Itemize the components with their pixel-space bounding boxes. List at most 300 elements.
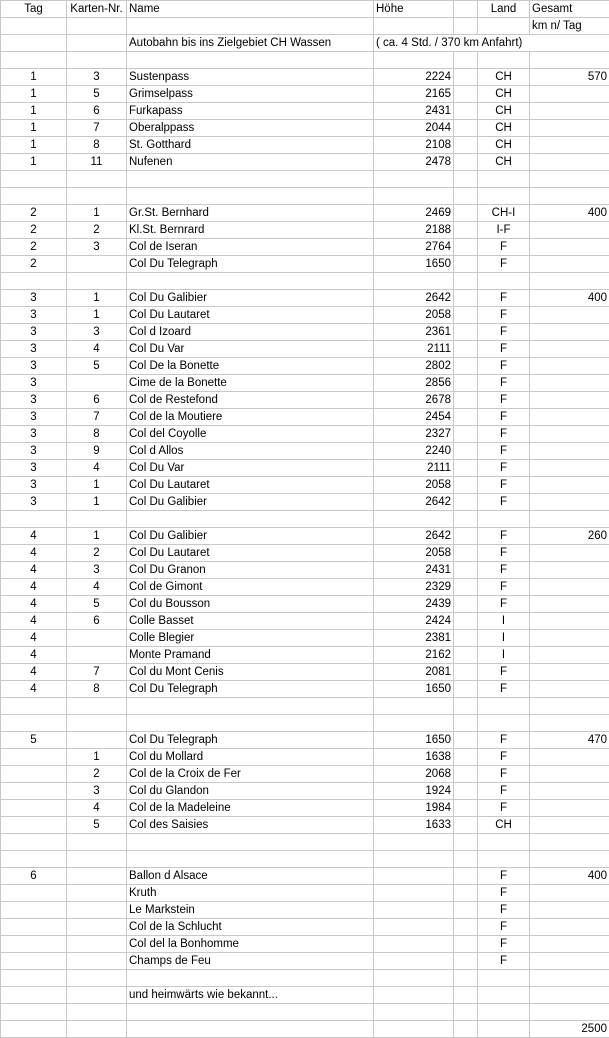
hoehe-cell[interactable] <box>374 936 454 953</box>
empty-cell[interactable] <box>454 630 478 647</box>
empty-cell[interactable] <box>454 307 478 324</box>
tag-cell[interactable] <box>1 273 67 290</box>
karten-nr-cell[interactable] <box>67 630 127 647</box>
tag-cell[interactable]: 3 <box>1 358 67 375</box>
karten-nr-cell[interactable]: 5 <box>67 86 127 103</box>
tag-cell[interactable] <box>1 1004 67 1021</box>
karten-nr-cell[interactable] <box>67 715 127 732</box>
land-cell[interactable] <box>478 715 530 732</box>
gesamt-cell[interactable] <box>530 596 609 613</box>
gesamt-cell[interactable]: 470 <box>530 732 609 749</box>
hoehe-cell[interactable]: 2802 <box>374 358 454 375</box>
hoehe-cell[interactable]: 2361 <box>374 324 454 341</box>
hoehe-cell[interactable]: 2188 <box>374 222 454 239</box>
karten-nr-cell[interactable]: 3 <box>67 783 127 800</box>
hoehe-cell[interactable] <box>374 1004 454 1021</box>
gesamt-cell[interactable] <box>530 970 609 987</box>
name-cell[interactable]: Col Du Galibier <box>127 528 374 545</box>
karten-nr-cell[interactable]: 4 <box>67 341 127 358</box>
name-cell[interactable]: Colle Basset <box>127 613 374 630</box>
land-cell[interactable]: F <box>478 290 530 307</box>
land-cell[interactable]: F <box>478 477 530 494</box>
empty-cell[interactable] <box>454 205 478 222</box>
karten-nr-cell[interactable] <box>67 375 127 392</box>
name-cell[interactable]: Col del Coyolle <box>127 426 374 443</box>
empty-cell[interactable] <box>454 171 478 188</box>
hoehe-cell[interactable]: 2327 <box>374 426 454 443</box>
tag-cell[interactable] <box>1 885 67 902</box>
hoehe-cell[interactable] <box>374 52 454 69</box>
gesamt-cell[interactable] <box>530 613 609 630</box>
tag-cell[interactable] <box>1 800 67 817</box>
tag-cell[interactable] <box>1 987 67 1004</box>
land-cell[interactable]: I <box>478 613 530 630</box>
name-cell[interactable]: Le Markstein <box>127 902 374 919</box>
empty-cell[interactable] <box>454 834 478 851</box>
karten-nr-cell[interactable] <box>67 885 127 902</box>
empty-cell[interactable] <box>454 749 478 766</box>
gesamt-cell[interactable] <box>530 936 609 953</box>
hoehe-cell[interactable]: 2111 <box>374 341 454 358</box>
cell[interactable] <box>374 18 454 35</box>
land-cell[interactable]: F <box>478 392 530 409</box>
tag-cell[interactable] <box>1 783 67 800</box>
karten-nr-cell[interactable]: 3 <box>67 562 127 579</box>
empty-cell[interactable] <box>454 715 478 732</box>
name-cell[interactable] <box>127 851 374 868</box>
hoehe-cell[interactable] <box>374 851 454 868</box>
name-cell[interactable]: Col des Saisies <box>127 817 374 834</box>
gesamt-cell[interactable] <box>530 409 609 426</box>
karten-nr-cell[interactable]: 7 <box>67 409 127 426</box>
hoehe-cell[interactable]: 2642 <box>374 494 454 511</box>
tag-cell[interactable]: 4 <box>1 579 67 596</box>
tag-cell[interactable]: 3 <box>1 375 67 392</box>
empty-cell[interactable] <box>454 443 478 460</box>
header-gesamt-unit[interactable]: km n/ Tag <box>530 18 609 35</box>
name-cell[interactable] <box>127 970 374 987</box>
hoehe-cell[interactable] <box>374 273 454 290</box>
name-cell[interactable]: Col Du Telegraph <box>127 681 374 698</box>
hoehe-cell[interactable]: 2058 <box>374 477 454 494</box>
land-cell[interactable]: F <box>478 596 530 613</box>
name-cell[interactable]: Col de Restefond <box>127 392 374 409</box>
empty-cell[interactable] <box>454 953 478 970</box>
land-cell[interactable]: F <box>478 358 530 375</box>
karten-nr-cell[interactable] <box>67 273 127 290</box>
name-cell[interactable] <box>127 511 374 528</box>
empty-cell[interactable] <box>454 868 478 885</box>
karten-nr-cell[interactable] <box>67 851 127 868</box>
hoehe-cell[interactable] <box>374 970 454 987</box>
land-cell[interactable]: F <box>478 766 530 783</box>
karten-nr-cell[interactable]: 2 <box>67 222 127 239</box>
land-cell[interactable] <box>478 698 530 715</box>
hoehe-cell[interactable]: 2431 <box>374 103 454 120</box>
tag-cell[interactable] <box>1 936 67 953</box>
cell[interactable] <box>1 18 67 35</box>
name-cell[interactable]: Col Du Lautaret <box>127 477 374 494</box>
empty-cell[interactable] <box>454 902 478 919</box>
land-cell[interactable]: F <box>478 307 530 324</box>
name-cell[interactable] <box>127 715 374 732</box>
land-cell[interactable]: F <box>478 902 530 919</box>
empty-cell[interactable] <box>454 409 478 426</box>
gesamt-cell[interactable] <box>530 273 609 290</box>
gesamt-cell[interactable] <box>530 800 609 817</box>
name-cell[interactable]: Col du Mont Cenis <box>127 664 374 681</box>
empty-cell[interactable] <box>454 477 478 494</box>
tag-cell[interactable]: 3 <box>1 409 67 426</box>
hoehe-cell[interactable]: 2224 <box>374 69 454 86</box>
land-cell[interactable] <box>478 171 530 188</box>
gesamt-cell[interactable] <box>530 715 609 732</box>
gesamt-cell[interactable] <box>530 392 609 409</box>
gesamt-cell[interactable]: 400 <box>530 290 609 307</box>
hoehe-cell[interactable]: 2111 <box>374 460 454 477</box>
land-cell[interactable] <box>478 1021 530 1038</box>
tag-cell[interactable]: 4 <box>1 681 67 698</box>
name-cell[interactable]: Col De la Bonette <box>127 358 374 375</box>
hoehe-cell[interactable]: 1650 <box>374 732 454 749</box>
land-cell[interactable]: F <box>478 239 530 256</box>
empty-cell[interactable] <box>454 69 478 86</box>
hoehe-cell[interactable]: 1633 <box>374 817 454 834</box>
name-cell[interactable] <box>127 52 374 69</box>
hoehe-cell[interactable]: 2431 <box>374 562 454 579</box>
name-cell[interactable]: Oberalppass <box>127 120 374 137</box>
tag-cell[interactable]: 1 <box>1 103 67 120</box>
land-cell[interactable]: F <box>478 749 530 766</box>
empty-cell[interactable] <box>454 120 478 137</box>
empty-cell[interactable] <box>454 545 478 562</box>
empty-cell[interactable] <box>454 341 478 358</box>
tag-cell[interactable]: 4 <box>1 528 67 545</box>
tag-cell[interactable]: 3 <box>1 460 67 477</box>
empty-cell[interactable] <box>454 494 478 511</box>
land-cell[interactable]: F <box>478 783 530 800</box>
name-cell[interactable]: Grimselpass <box>127 86 374 103</box>
cell[interactable] <box>1 35 67 52</box>
hoehe-cell[interactable] <box>374 698 454 715</box>
empty-cell[interactable] <box>454 426 478 443</box>
hoehe-cell[interactable]: 2469 <box>374 205 454 222</box>
karten-nr-cell[interactable]: 11 <box>67 154 127 171</box>
tag-cell[interactable]: 1 <box>1 137 67 154</box>
hoehe-cell[interactable] <box>374 902 454 919</box>
hoehe-cell[interactable]: 2058 <box>374 545 454 562</box>
land-cell[interactable]: F <box>478 324 530 341</box>
land-cell[interactable]: I-F <box>478 222 530 239</box>
gesamt-cell[interactable] <box>530 681 609 698</box>
karten-nr-cell[interactable]: 5 <box>67 358 127 375</box>
karten-nr-cell[interactable]: 3 <box>67 69 127 86</box>
gesamt-cell[interactable] <box>530 324 609 341</box>
karten-nr-cell[interactable] <box>67 970 127 987</box>
karten-nr-cell[interactable]: 1 <box>67 528 127 545</box>
empty-cell[interactable] <box>454 52 478 69</box>
header-hoehe[interactable]: Höhe <box>374 1 454 18</box>
gesamt-cell[interactable] <box>530 154 609 171</box>
cell[interactable] <box>67 18 127 35</box>
name-cell[interactable]: Col Du Var <box>127 460 374 477</box>
tag-cell[interactable] <box>1 715 67 732</box>
karten-nr-cell[interactable]: 8 <box>67 681 127 698</box>
karten-nr-cell[interactable]: 5 <box>67 817 127 834</box>
empty-cell[interactable] <box>454 970 478 987</box>
tag-cell[interactable] <box>1 834 67 851</box>
hoehe-cell[interactable]: 2424 <box>374 613 454 630</box>
gesamt-cell[interactable] <box>530 562 609 579</box>
karten-nr-cell[interactable] <box>67 936 127 953</box>
empty-cell[interactable] <box>454 324 478 341</box>
tag-cell[interactable] <box>1 1021 67 1038</box>
empty-cell[interactable] <box>454 919 478 936</box>
name-cell[interactable] <box>127 698 374 715</box>
gesamt-cell[interactable] <box>530 749 609 766</box>
gesamt-cell[interactable] <box>530 256 609 273</box>
land-cell[interactable]: CH-I <box>478 205 530 222</box>
hoehe-cell[interactable]: 2081 <box>374 664 454 681</box>
name-cell[interactable]: Col Du Var <box>127 341 374 358</box>
tag-cell[interactable]: 2 <box>1 256 67 273</box>
karten-nr-cell[interactable]: 4 <box>67 800 127 817</box>
empty-cell[interactable] <box>454 528 478 545</box>
karten-nr-cell[interactable]: 1 <box>67 307 127 324</box>
karten-nr-cell[interactable]: 1 <box>67 494 127 511</box>
name-cell[interactable]: Col de la Croix de Fer <box>127 766 374 783</box>
tag-cell[interactable]: 3 <box>1 324 67 341</box>
karten-nr-cell[interactable]: 7 <box>67 120 127 137</box>
karten-nr-cell[interactable]: 3 <box>67 324 127 341</box>
gesamt-cell[interactable] <box>530 817 609 834</box>
karten-nr-cell[interactable]: 1 <box>67 205 127 222</box>
hoehe-cell[interactable]: 1650 <box>374 256 454 273</box>
gesamt-cell[interactable] <box>530 460 609 477</box>
land-cell[interactable]: F <box>478 936 530 953</box>
karten-nr-cell[interactable] <box>67 902 127 919</box>
gesamt-cell[interactable] <box>530 783 609 800</box>
gesamt-cell[interactable] <box>530 222 609 239</box>
karten-nr-cell[interactable] <box>67 919 127 936</box>
land-cell[interactable]: F <box>478 562 530 579</box>
tag-cell[interactable]: 3 <box>1 477 67 494</box>
cell[interactable] <box>67 35 127 52</box>
name-cell[interactable]: Col du Glandon <box>127 783 374 800</box>
tag-cell[interactable]: 3 <box>1 392 67 409</box>
karten-nr-cell[interactable] <box>67 647 127 664</box>
karten-nr-cell[interactable] <box>67 256 127 273</box>
karten-nr-cell[interactable]: 1 <box>67 290 127 307</box>
land-cell[interactable] <box>478 851 530 868</box>
name-cell[interactable] <box>127 273 374 290</box>
tag-cell[interactable] <box>1 970 67 987</box>
karten-nr-cell[interactable] <box>67 52 127 69</box>
name-cell[interactable]: Nufenen <box>127 154 374 171</box>
empty-cell[interactable] <box>454 290 478 307</box>
header-empty-cell[interactable] <box>454 1 478 18</box>
name-cell[interactable] <box>127 1021 374 1038</box>
tag-cell[interactable]: 4 <box>1 562 67 579</box>
empty-cell[interactable] <box>454 851 478 868</box>
empty-cell[interactable] <box>454 1021 478 1038</box>
tag-cell[interactable]: 4 <box>1 613 67 630</box>
name-cell[interactable]: Cime de la Bonette <box>127 375 374 392</box>
header-karten-nr[interactable]: Karten-Nr. <box>67 1 127 18</box>
gesamt-cell[interactable]: 400 <box>530 868 609 885</box>
empty-cell[interactable] <box>454 817 478 834</box>
land-cell[interactable]: F <box>478 868 530 885</box>
hoehe-cell[interactable] <box>374 885 454 902</box>
karten-nr-cell[interactable]: 1 <box>67 477 127 494</box>
gesamt-cell[interactable] <box>530 86 609 103</box>
name-cell[interactable]: Col del la Bonhomme <box>127 936 374 953</box>
empty-cell[interactable] <box>454 460 478 477</box>
empty-cell[interactable] <box>454 987 478 1004</box>
karten-nr-cell[interactable] <box>67 987 127 1004</box>
gesamt-cell[interactable] <box>530 851 609 868</box>
header-name[interactable]: Name <box>127 1 374 18</box>
karten-nr-cell[interactable]: 6 <box>67 613 127 630</box>
hoehe-cell[interactable]: 2068 <box>374 766 454 783</box>
name-cell[interactable]: Col d Izoard <box>127 324 374 341</box>
name-cell[interactable]: Col de Iseran <box>127 239 374 256</box>
gesamt-cell[interactable] <box>530 698 609 715</box>
land-cell[interactable] <box>478 52 530 69</box>
land-cell[interactable]: F <box>478 460 530 477</box>
name-cell[interactable]: Champs de Feu <box>127 953 374 970</box>
hoehe-cell[interactable]: 2642 <box>374 290 454 307</box>
empty-cell[interactable] <box>454 256 478 273</box>
land-cell[interactable]: F <box>478 732 530 749</box>
hoehe-cell[interactable] <box>374 188 454 205</box>
tag-cell[interactable]: 1 <box>1 154 67 171</box>
land-cell[interactable] <box>478 273 530 290</box>
gesamt-cell[interactable] <box>530 664 609 681</box>
empty-cell[interactable] <box>454 103 478 120</box>
karten-nr-cell[interactable]: 6 <box>67 392 127 409</box>
hoehe-cell[interactable] <box>374 834 454 851</box>
hoehe-cell[interactable]: 2454 <box>374 409 454 426</box>
hoehe-cell[interactable]: 2329 <box>374 579 454 596</box>
karten-nr-cell[interactable] <box>67 1021 127 1038</box>
hoehe-cell[interactable] <box>374 987 454 1004</box>
karten-nr-cell[interactable]: 2 <box>67 766 127 783</box>
gesamt-cell[interactable] <box>530 426 609 443</box>
tag-cell[interactable] <box>1 817 67 834</box>
karten-nr-cell[interactable] <box>67 868 127 885</box>
gesamt-cell[interactable]: 570 <box>530 69 609 86</box>
land-cell[interactable]: I <box>478 630 530 647</box>
land-cell[interactable]: F <box>478 664 530 681</box>
land-cell[interactable]: F <box>478 256 530 273</box>
name-cell[interactable]: Monte Pramand <box>127 647 374 664</box>
land-cell[interactable]: CH <box>478 120 530 137</box>
hoehe-cell[interactable]: 2240 <box>374 443 454 460</box>
karten-nr-cell[interactable]: 6 <box>67 103 127 120</box>
karten-nr-cell[interactable]: 9 <box>67 443 127 460</box>
gesamt-cell[interactable]: 400 <box>530 205 609 222</box>
tag-cell[interactable]: 2 <box>1 205 67 222</box>
name-cell[interactable] <box>127 188 374 205</box>
empty-cell[interactable] <box>454 664 478 681</box>
name-cell[interactable]: Col Du Lautaret <box>127 307 374 324</box>
land-cell[interactable]: F <box>478 579 530 596</box>
header-tag[interactable]: Tag <box>1 1 67 18</box>
land-cell[interactable]: F <box>478 545 530 562</box>
hoehe-cell[interactable]: 2162 <box>374 647 454 664</box>
hoehe-cell[interactable]: 2439 <box>374 596 454 613</box>
empty-cell[interactable] <box>454 562 478 579</box>
empty-cell[interactable] <box>454 137 478 154</box>
gesamt-cell[interactable] <box>530 545 609 562</box>
gesamt-cell[interactable] <box>530 171 609 188</box>
header-gesamt[interactable]: Gesamt <box>530 1 609 18</box>
land-cell[interactable]: F <box>478 426 530 443</box>
karten-nr-cell[interactable]: 7 <box>67 664 127 681</box>
gesamt-cell[interactable] <box>530 885 609 902</box>
name-cell[interactable]: Col de la Madeleine <box>127 800 374 817</box>
empty-cell[interactable] <box>454 732 478 749</box>
name-cell[interactable]: Col Du Lautaret <box>127 545 374 562</box>
tag-cell[interactable] <box>1 953 67 970</box>
tag-cell[interactable]: 1 <box>1 86 67 103</box>
karten-nr-cell[interactable] <box>67 188 127 205</box>
hoehe-cell[interactable]: 2856 <box>374 375 454 392</box>
tag-cell[interactable]: 2 <box>1 222 67 239</box>
empty-cell[interactable] <box>454 681 478 698</box>
karten-nr-cell[interactable] <box>67 1004 127 1021</box>
name-cell[interactable]: Gr.St. Bernhard <box>127 205 374 222</box>
name-cell[interactable]: Furkapass <box>127 103 374 120</box>
name-cell[interactable]: Col d Allos <box>127 443 374 460</box>
empty-cell[interactable] <box>454 86 478 103</box>
gesamt-cell[interactable] <box>530 443 609 460</box>
land-cell[interactable]: CH <box>478 86 530 103</box>
empty-cell[interactable] <box>454 154 478 171</box>
name-cell[interactable] <box>127 171 374 188</box>
empty-cell[interactable] <box>454 936 478 953</box>
land-cell[interactable] <box>478 188 530 205</box>
gesamt-cell[interactable] <box>530 477 609 494</box>
tag-cell[interactable] <box>1 919 67 936</box>
karten-nr-cell[interactable]: 4 <box>67 579 127 596</box>
karten-nr-cell[interactable]: 2 <box>67 545 127 562</box>
tag-cell[interactable] <box>1 902 67 919</box>
header-land[interactable]: Land <box>478 1 530 18</box>
hoehe-cell[interactable]: 1650 <box>374 681 454 698</box>
karten-nr-cell[interactable] <box>67 698 127 715</box>
karten-nr-cell[interactable]: 5 <box>67 596 127 613</box>
cell[interactable] <box>478 18 530 35</box>
tag-cell[interactable]: 4 <box>1 630 67 647</box>
name-cell[interactable]: Col de la Moutiere <box>127 409 374 426</box>
name-cell[interactable]: Sustenpass <box>127 69 374 86</box>
land-cell[interactable] <box>478 987 530 1004</box>
tag-cell[interactable] <box>1 171 67 188</box>
tag-cell[interactable]: 3 <box>1 426 67 443</box>
hoehe-cell[interactable] <box>374 715 454 732</box>
karten-nr-cell[interactable]: 8 <box>67 426 127 443</box>
tag-cell[interactable] <box>1 52 67 69</box>
tag-cell[interactable]: 3 <box>1 443 67 460</box>
karten-nr-cell[interactable] <box>67 511 127 528</box>
gesamt-cell[interactable] <box>530 120 609 137</box>
name-cell[interactable]: Col du Bousson <box>127 596 374 613</box>
empty-cell[interactable] <box>454 766 478 783</box>
hoehe-cell[interactable]: 2058 <box>374 307 454 324</box>
name-cell[interactable]: Col Du Galibier <box>127 494 374 511</box>
